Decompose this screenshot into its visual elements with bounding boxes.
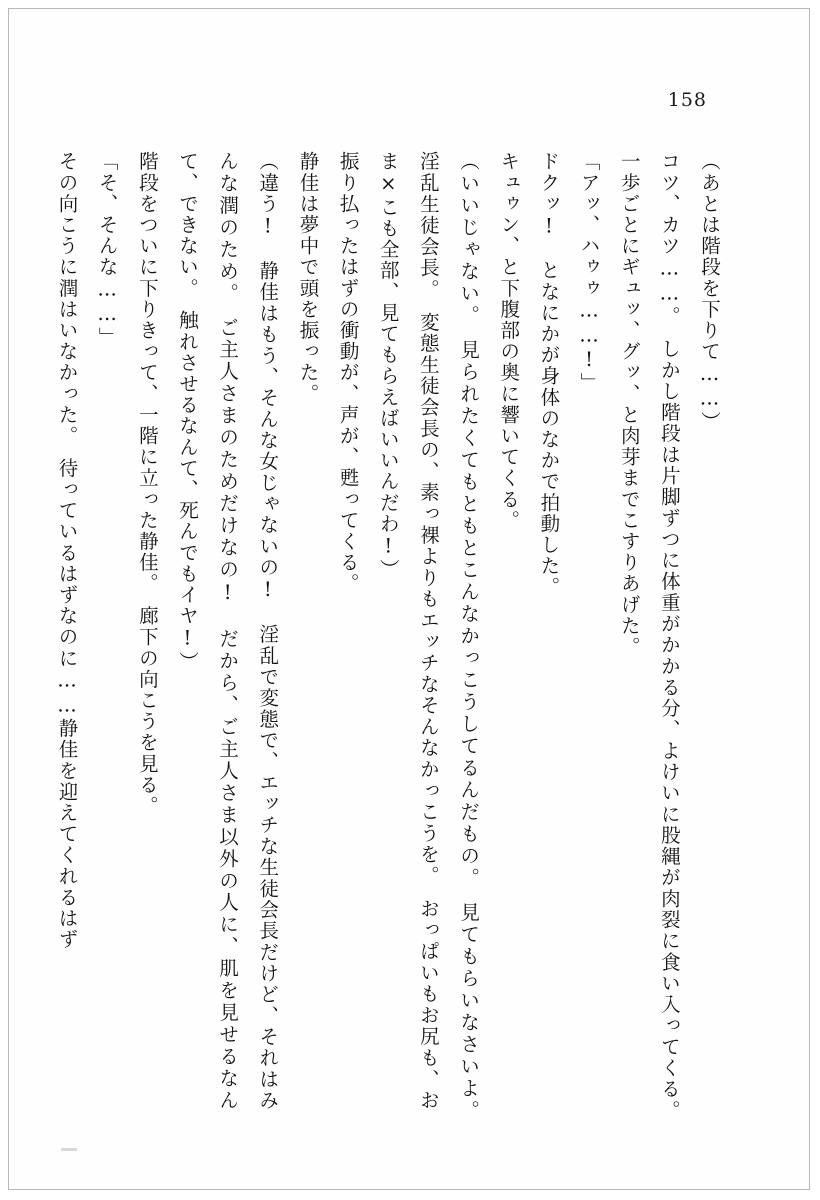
paragraph: ドクッ! となにかが身体のなかで拍動した。 [537, 151, 561, 598]
paragraph: 階段をついに下りきって、一階に立った静佳。 廊下の向こうを見る。 [135, 151, 159, 817]
page-content-area [31, 31, 787, 1167]
page-number: 158 [667, 89, 707, 111]
paragraph: 振り払ったはずの衝動が、声が、甦ってくる。 [336, 151, 360, 595]
paragraph: その向こうに潤はいなかった。 待っているはずなのに……静佳を迎えてくれるはず [55, 151, 79, 951]
paragraph: （あとは階段を下りて……） [698, 151, 721, 433]
paragraph: （違う! 静佳はもう、そんな女じゃないの! 淫乱で変態で、エッチな生徒会長だけど、それはみんな潤のため。 ご主人さまのためだけなの! だから、ご主人さま以外の人に、肌を見せるなんて、できない。 触れさせるなんて、死んでもイヤ!） [175, 151, 280, 1111]
paragraph: キュゥン、と下腹部の奥に響いてくる。 [497, 151, 521, 531]
paragraph: 静佳は夢中で頭を振った。 [296, 151, 320, 405]
vertical-text-block [55, 151, 729, 1133]
paragraph: コツ、カツ……。 しかし階段は片脚ずつに体重がかかる分、よけいに股縄が肉裂に食い入ってくる。 一歩ごとにギュッ、グッ、と肉芽までこすりあげた。 [617, 151, 681, 1133]
paragraph: 「そ、そんな……」 [95, 151, 119, 348]
page-frame [8, 8, 810, 1190]
scan-artifact-mark [61, 1148, 77, 1151]
paragraph: （いいじゃない。 見られたくてもともとこんなかっこうしてるんだもの。 見てもらいなさいよ。 淫乱生徒会長。 変態生徒会長の、素っ裸よりもエッチなそんなかっこうを。 おっぱいもお尻も、おま×こも全部、見てもらえばいいんだわ!） [376, 151, 481, 1133]
paragraph: 「アッ、ハゥゥ……!」 [577, 151, 601, 394]
